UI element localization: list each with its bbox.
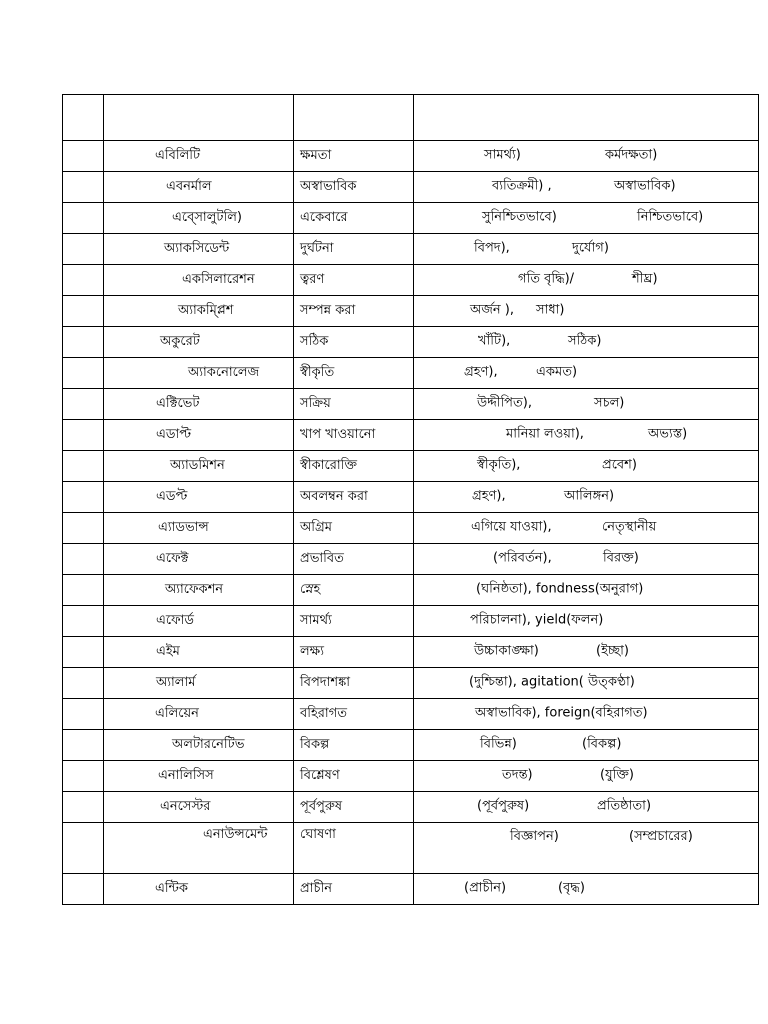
synonym-primary-text: বিভিন্ন): [480, 736, 517, 752]
synonyms-cell: [414, 420, 759, 451]
meaning-cell: [294, 606, 414, 637]
table-row: [63, 637, 759, 668]
synonyms-cell: [414, 637, 759, 668]
synonyms-cell: [414, 874, 759, 905]
index-cell: [63, 141, 104, 172]
synonym-primary-text: সামর্থ্য): [484, 147, 521, 163]
synonyms-cell: [414, 234, 759, 265]
meaning-cell: [294, 544, 414, 575]
index-cell: [63, 358, 104, 389]
index-cell: [63, 265, 104, 296]
pronunciation-cell: [104, 296, 294, 327]
meaning-cell: [294, 265, 414, 296]
index-cell: [63, 761, 104, 792]
pronunciation-cell: [104, 389, 294, 420]
meaning-text: ঘোষণা: [300, 827, 336, 842]
meaning-text: ত্বরণ: [300, 271, 325, 287]
synonym-secondary-text: নেতৃস্থানীয়: [602, 519, 657, 535]
table-row: [63, 296, 759, 327]
meaning-cell: [294, 141, 414, 172]
table-row: [63, 389, 759, 420]
pronunciation-text: এলিয়েন: [155, 705, 199, 721]
pronunciation-cell: [104, 203, 294, 234]
pronunciation-cell: [104, 730, 294, 761]
synonyms-cell: [414, 327, 759, 358]
index-cell: [63, 296, 104, 327]
index-cell: [63, 203, 104, 234]
synonym-secondary-text: (বিকল্প): [582, 736, 622, 752]
synonyms-cell: [414, 358, 759, 389]
synonym-primary-text: এগিয়ে যাওয়া),: [471, 519, 552, 535]
synonym-secondary-text: কর্মদক্ষতা): [605, 147, 658, 163]
synonym-primary-text: গতি বৃদ্ধি)/: [518, 271, 575, 287]
synonym-secondary-text: প্রবেশ): [602, 457, 637, 473]
index-cell: [63, 668, 104, 699]
meaning-cell: [294, 699, 414, 730]
meaning-cell: [294, 482, 414, 513]
table-row: [63, 327, 759, 358]
pronunciation-cell: [104, 420, 294, 451]
synonyms-cell: [414, 203, 759, 234]
pronunciation-text: অকুরেট: [160, 333, 200, 349]
meaning-cell: [294, 234, 414, 265]
synonym-primary-text: (পরিবর্তন),: [493, 550, 552, 566]
synonym-primary-text: সুনিশ্চিতভাবে): [482, 209, 557, 225]
meaning-text: একেবারে: [300, 209, 348, 225]
header-cell-pronunciation: [104, 95, 294, 141]
table-header-row: [63, 95, 759, 141]
table-row: [63, 699, 759, 730]
synonyms-cell: [414, 699, 759, 730]
meaning-cell: [294, 327, 414, 358]
meaning-cell: [294, 389, 414, 420]
pronunciation-text: অ্যাকম্প্লিশ: [178, 302, 234, 318]
meaning-cell: [294, 203, 414, 234]
table-row: [63, 823, 759, 874]
pronunciation-cell: [104, 451, 294, 482]
meaning-text: বিশ্লেষণ: [300, 767, 340, 783]
synonym-secondary-text: অভ্যস্ত): [648, 426, 688, 442]
synonyms-cell: [414, 544, 759, 575]
pronunciation-text: এফোর্ড: [156, 612, 194, 628]
table-row: [63, 451, 759, 482]
pronunciation-text: এনালিসিস: [158, 767, 214, 783]
meaning-cell: [294, 637, 414, 668]
pronunciation-cell: [104, 358, 294, 389]
synonym-primary-text: উচ্চাকাঙ্ক্ষা): [474, 643, 539, 659]
table-row: [63, 606, 759, 637]
pronunciation-text: এ্যাডভান্স: [158, 519, 209, 535]
pronunciation-cell: [104, 327, 294, 358]
synonyms-cell: [414, 296, 759, 327]
meaning-text: অস্বাভাবিক: [300, 178, 357, 194]
pronunciation-cell: [104, 637, 294, 668]
meaning-text: সক্রিয়: [300, 395, 331, 411]
vocabulary-table: [62, 94, 759, 905]
pronunciation-cell: [104, 761, 294, 792]
index-cell: [63, 823, 104, 874]
index-cell: [63, 327, 104, 358]
index-cell: [63, 874, 104, 905]
meaning-cell: [294, 761, 414, 792]
synonym-secondary-text: বিরক্ত): [603, 550, 639, 566]
synonym-primary-text: (দুশ্চিন্তা), agitation( উত্কণ্ঠা): [469, 674, 635, 690]
table-row: [63, 141, 759, 172]
meaning-text: দুর্ঘটনা: [300, 240, 334, 256]
pronunciation-text: অ্যাডমিশন: [170, 457, 225, 473]
pronunciation-text: এইম: [156, 643, 180, 659]
synonyms-cell: [414, 265, 759, 296]
pronunciation-cell: [104, 482, 294, 513]
meaning-text: স্বীকৃতি: [300, 364, 335, 380]
index-cell: [63, 544, 104, 575]
pronunciation-text: এবনর্মাল: [166, 178, 212, 194]
header-cell-meaning: [294, 95, 414, 141]
meaning-cell: [294, 451, 414, 482]
table-row: [63, 203, 759, 234]
synonym-secondary-text: আলিঙ্গন): [564, 488, 615, 504]
pronunciation-text: একসিলারেশন: [182, 271, 255, 287]
index-cell: [63, 389, 104, 420]
synonyms-cell: [414, 451, 759, 482]
synonym-secondary-text: সঠিক): [568, 333, 602, 349]
meaning-cell: [294, 823, 414, 874]
meaning-text: সম্পন্ন করা: [300, 302, 356, 318]
meaning-cell: [294, 420, 414, 451]
pronunciation-cell: [104, 141, 294, 172]
synonym-primary-text: গ্রহণ),: [464, 364, 498, 380]
synonym-primary-text: স্বীকৃতি),: [477, 457, 521, 473]
synonyms-cell: [414, 792, 759, 823]
table-row: [63, 730, 759, 761]
synonyms-cell: [414, 761, 759, 792]
vocabulary-table-body: [63, 95, 759, 905]
pronunciation-cell: [104, 792, 294, 823]
pronunciation-text: এডাপ্ট: [156, 426, 192, 442]
meaning-text: অগ্রিম: [300, 519, 332, 535]
synonyms-cell: [414, 575, 759, 606]
meaning-cell: [294, 792, 414, 823]
table-row: [63, 544, 759, 575]
synonym-primary-text: তদন্ত): [502, 767, 533, 783]
pronunciation-text: অ্যাকনোলেজ: [188, 364, 260, 380]
pronunciation-text: এনাউন্সমেন্ট: [203, 827, 268, 842]
pronunciation-cell: [104, 668, 294, 699]
synonym-primary-text: গ্রহণ),: [472, 488, 506, 504]
synonyms-cell: [414, 606, 759, 637]
synonym-primary-text: মানিয়া লওয়া),: [506, 426, 584, 442]
meaning-text: বিকল্প: [300, 736, 330, 752]
synonym-secondary-text: (ইচ্ছা): [596, 643, 629, 659]
meaning-cell: [294, 172, 414, 203]
pronunciation-text: এবিলিটি: [155, 147, 201, 163]
synonym-primary-text: উদ্দীপিত),: [477, 395, 532, 411]
table-row: [63, 513, 759, 544]
meaning-text: প্রভাবিত: [300, 550, 344, 566]
index-cell: [63, 637, 104, 668]
meaning-text: পূর্বপুরুষ: [300, 798, 343, 814]
meaning-text: স্বীকারোক্তি: [300, 457, 357, 473]
synonym-primary-text: বিপদ),: [474, 240, 510, 256]
header-cell-synonyms: [414, 95, 759, 141]
synonym-secondary-text: নিশ্চিতভাবে): [637, 209, 704, 225]
synonyms-cell: [414, 389, 759, 420]
synonym-primary-text: (পূর্বপুরুষ): [477, 798, 530, 814]
synonym-primary-text: ব্যতিক্রমী) ,: [492, 178, 552, 194]
synonyms-cell: [414, 172, 759, 203]
synonym-primary-text: পরিচালনা), yield(ফলন): [470, 612, 604, 628]
pronunciation-cell: [104, 265, 294, 296]
table-row: [63, 874, 759, 905]
table-row: [63, 420, 759, 451]
meaning-text: বহিরাগত: [300, 705, 347, 721]
index-cell: [63, 420, 104, 451]
index-cell: [63, 730, 104, 761]
pronunciation-text: এডপ্ট: [156, 488, 188, 504]
synonym-secondary-text: (যুক্তি): [600, 767, 634, 783]
synonym-secondary-text: সচল): [594, 395, 625, 411]
index-cell: [63, 606, 104, 637]
pronunciation-cell: [104, 823, 294, 874]
index-cell: [63, 451, 104, 482]
synonym-secondary-text: (বৃদ্ধ): [558, 880, 585, 896]
synonym-secondary-text: (সম্প্রচারের): [629, 829, 693, 844]
synonym-secondary-text: একমত): [536, 364, 578, 380]
pronunciation-text: অ্যাফেকশন: [165, 581, 224, 597]
table-row: [63, 482, 759, 513]
synonym-secondary-text: শীঘ্র): [632, 271, 658, 287]
pronunciation-cell: [104, 606, 294, 637]
meaning-text: স্নেহ: [300, 581, 321, 597]
index-cell: [63, 482, 104, 513]
index-cell: [63, 234, 104, 265]
meaning-cell: [294, 874, 414, 905]
pronunciation-cell: [104, 544, 294, 575]
index-cell: [63, 172, 104, 203]
index-cell: [63, 699, 104, 730]
synonym-primary-text: অস্বাভাবিক), foreign(বহিরাগত): [475, 705, 648, 721]
synonyms-cell: [414, 823, 759, 874]
meaning-text: সঠিক: [300, 333, 329, 349]
meaning-cell: [294, 668, 414, 699]
meaning-cell: [294, 358, 414, 389]
meaning-text: সামর্থ্য: [300, 612, 332, 628]
pronunciation-cell: [104, 513, 294, 544]
meaning-cell: [294, 513, 414, 544]
meaning-text: বিপদাশঙ্কা: [300, 674, 350, 690]
synonyms-cell: [414, 482, 759, 513]
table-row: [63, 358, 759, 389]
meaning-text: অবলম্বন করা: [300, 488, 368, 504]
header-cell-index: [63, 95, 104, 141]
synonym-primary-text: অর্জন ),: [470, 302, 514, 318]
pronunciation-text: এব্সোলুটলি): [172, 209, 242, 225]
table-row: [63, 234, 759, 265]
pronunciation-text: অ্যাকসিডেন্ট: [164, 240, 230, 256]
synonym-secondary-text: অস্বাভাবিক): [614, 178, 676, 194]
synonyms-cell: [414, 730, 759, 761]
synonyms-cell: [414, 668, 759, 699]
synonym-primary-text: (ঘনিষ্ঠতা), fondness(অনুরাগ): [476, 581, 644, 597]
pronunciation-text: এফেক্ট: [156, 550, 189, 566]
table-row: [63, 668, 759, 699]
synonym-primary-text: (প্রাচীন): [464, 880, 507, 896]
meaning-text: ক্ষমতা: [300, 147, 332, 163]
meaning-text: খাপ খাওয়ানো: [300, 426, 376, 442]
meaning-text: প্রাচীন: [300, 880, 332, 896]
table-row: [63, 761, 759, 792]
pronunciation-cell: [104, 234, 294, 265]
index-cell: [63, 792, 104, 823]
table-row: [63, 265, 759, 296]
pronunciation-cell: [104, 575, 294, 606]
synonym-primary-text: খাঁটি),: [478, 333, 511, 349]
table-row: [63, 575, 759, 606]
synonym-secondary-text: সাধা): [536, 302, 565, 318]
pronunciation-text: অ্যালার্ম: [156, 674, 196, 690]
table-row: [63, 172, 759, 203]
pronunciation-cell: [104, 874, 294, 905]
pronunciation-text: অলটারনেটিভ: [172, 736, 245, 752]
index-cell: [63, 575, 104, 606]
table-row: [63, 792, 759, 823]
pronunciation-text: এক্টিভেট: [156, 395, 200, 411]
pronunciation-text: এনসেস্টর: [160, 798, 211, 814]
synonym-secondary-text: দুর্যোগ): [572, 240, 609, 256]
pronunciation-cell: [104, 172, 294, 203]
pronunciation-text: এন্টিক: [155, 880, 188, 896]
pronunciation-cell: [104, 699, 294, 730]
synonym-secondary-text: প্রতিষ্ঠাতা): [597, 798, 652, 814]
meaning-text: লক্ষ্য: [300, 643, 324, 659]
synonyms-cell: [414, 141, 759, 172]
meaning-cell: [294, 730, 414, 761]
meaning-cell: [294, 575, 414, 606]
synonym-primary-text: বিজ্ঞাপন): [510, 829, 559, 844]
index-cell: [63, 513, 104, 544]
meaning-cell: [294, 296, 414, 327]
synonyms-cell: [414, 513, 759, 544]
